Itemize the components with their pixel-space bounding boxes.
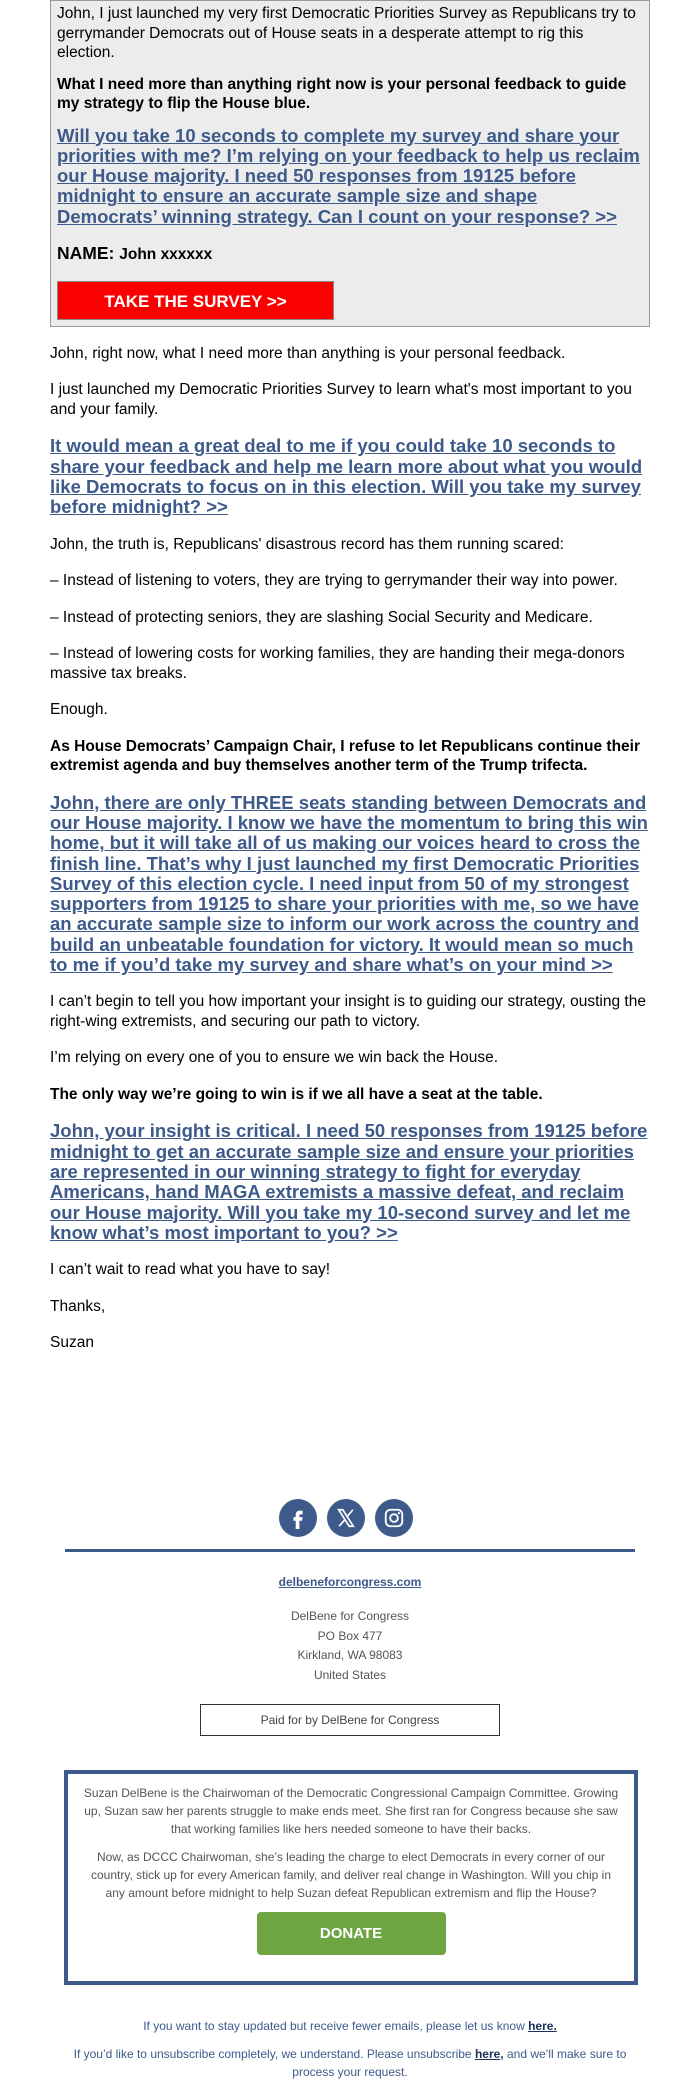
- mailing-address: [0, 1607, 700, 1685]
- unsubscribe-text: If you’d like to unsubscribe completely, we understand. Please unsubscribe: [73, 2047, 472, 2061]
- bio-paragraph: Now, as DCCC Chairwoman, she’s leading the charge to elect Democrats in every corner of our country, stick up for every American family, and deliver real change in Washington. Will you chip in any amount before midnight to help Suzan defeat Republican extremism and flip the House?: [90, 1850, 611, 1900]
- email-content: [50, 0, 650, 1353]
- feedback-text: What I need more than anything right now is your personal feedback to guide my strategy to flip the House blue.: [57, 75, 627, 112]
- survey-link[interactable]: John, there are only THREE seats standing between Democrats and our House majority. I know we have the momentum to bring this win home, but it will take all of us making our voices heard to cross the finish line. That’s why I just launched my first Democratic Priorities Survey of this election cycle. I need input from 50 of my strongest supporters from 19125 to share your priorities with me, so we have an accurate sample size to inform our work across the country and build an unbeatable foundation for victory. It would mean so much to me if you’d take my survey and share what’s on your mind >>: [50, 791, 648, 976]
- unsubscribe-notice: [70, 2045, 630, 2081]
- x-icon[interactable]: [327, 1499, 365, 1537]
- address-line: PO Box 477: [317, 1628, 383, 1643]
- address-line: DelBene for Congress: [290, 1609, 410, 1623]
- bullet-point: – Instead of protecting seniors, they are slashing Social Security and Medicare.: [50, 608, 593, 626]
- signature: Suzan: [50, 1334, 94, 1352]
- body-paragraph: John, right now, what I need more than anything is your personal feedback.: [50, 344, 566, 362]
- fewer-emails-text: If you want to stay updated but receive fewer emails, please let us know: [143, 2019, 525, 2033]
- body-paragraph: I just launched my Democratic Priorities Survey to learn what's most important to you and your family.: [50, 381, 632, 418]
- bio-box: [64, 1770, 638, 1985]
- paid-for-disclaimer: Paid for by DelBene for Congress: [200, 1704, 500, 1736]
- survey-link[interactable]: Will you take 10 seconds to complete my survey and share your priorities with me? I’m relying on your feedback to help us reclaim our House majority. I need 50 responses from 19125 before midnight to ensure an accurate sample size and shape Democrats’ winning strategy. Can I count on your response? >>: [57, 124, 640, 227]
- body-paragraph: I’m relying on every one of you to ensure we win back the House.: [50, 1049, 499, 1067]
- sign-off: Thanks,: [50, 1297, 106, 1315]
- facebook-icon[interactable]: [279, 1499, 317, 1537]
- survey-callout-box: [50, 0, 650, 327]
- fewer-emails-link[interactable]: here.: [528, 2019, 557, 2033]
- unsubscribe-link[interactable]: here,: [474, 2047, 504, 2061]
- letter-body: [50, 344, 650, 1353]
- unsubscribe-text-end: and we’ll make sure to process your request.: [292, 2047, 627, 2079]
- website-link[interactable]: delbeneforcongress.com: [278, 1575, 422, 1589]
- footer-divider: [65, 1549, 635, 1552]
- body-paragraph: I can’t begin to tell you how important your insight is to guiding our strategy, ousting the right-wing extremists, and securing our path to victory.: [50, 993, 646, 1030]
- bold-statement: As House Democrats’ Campaign Chair, I refuse to let Republicans continue their extremist agenda and buy themselves another term of the Trump trifecta.: [50, 737, 640, 775]
- fewer-emails-notice: [0, 2017, 700, 2035]
- bullet-point: – Instead of lowering costs for working families, they are handing their mega-donors massive tax breaks.: [50, 645, 625, 682]
- address-line: United States: [313, 1667, 387, 1682]
- body-paragraph: Enough.: [50, 701, 108, 719]
- body-paragraph: I can’t wait to read what you have to say!: [50, 1261, 331, 1279]
- body-paragraph: John, the truth is, Republicans' disastrous record has them running scared:: [50, 535, 564, 553]
- bio-paragraph: Suzan DelBene is the Chairwoman of the Democratic Congressional Campaign Committee. Growing up, Suzan saw her parents struggle to make ends meet. She first ran for Congress because she saw that working families like hers needed someone to have their backs.: [83, 1786, 619, 1836]
- name-label: NAME:: [57, 242, 115, 263]
- take-survey-button[interactable]: TAKE THE SURVEY >>: [57, 281, 334, 320]
- bold-statement: The only way we’re going to win is if we all have a seat at the table.: [50, 1085, 543, 1103]
- name-row: [57, 243, 643, 265]
- name-value: John xxxxxx: [119, 245, 213, 263]
- address-line: Kirkland, WA 98083: [297, 1648, 403, 1662]
- survey-link[interactable]: John, your insight is critical. I need 50 responses from 19125 before midnight to get an accurate sample size and ensure your priorities are represented in our winning strategy to fight for everyday Americans, hand MAGA extremists a massive defeat, and reclaim our House majority. Will you take my 10-second survey and let me know what’s most important to you? >>: [50, 1120, 648, 1243]
- instagram-icon[interactable]: [375, 1499, 413, 1537]
- bullet-point: – Instead of listening to voters, they are trying to gerrymander their way into power.: [50, 572, 618, 590]
- social-links: [279, 1499, 413, 1537]
- donate-button[interactable]: DONATE: [257, 1912, 446, 1955]
- survey-link[interactable]: It would mean a great deal to me if you could take 10 seconds to share your feedback and help me learn more about what you would like Democrats to focus on in this election. Will you take my survey before midnight? >>: [50, 435, 643, 518]
- intro-text: John, I just launched my very first Democratic Priorities Survey as Republicans try to gerrymander Democrats out of House seats in a desperate attempt to rig this election.: [57, 5, 636, 61]
